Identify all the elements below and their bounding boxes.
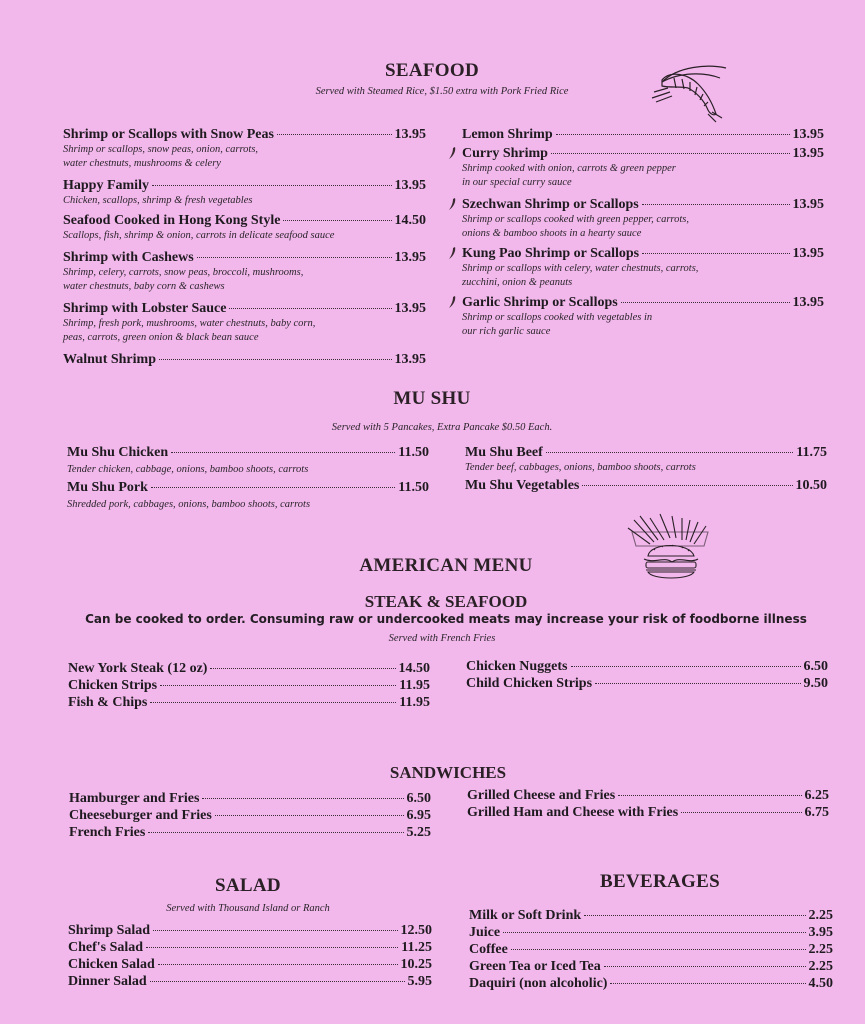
item-name: Szechwan Shrimp or Scallops [462,197,639,212]
menu-item [465,444,827,475]
steak-right-column [466,658,828,692]
leader-dots [546,452,793,453]
item-price: 11.50 [398,480,429,495]
item-price: 13.95 [394,352,426,367]
item-name: Grilled Ham and Cheese with Fries [467,805,679,820]
leader-dots [618,795,801,796]
item-price: 2.25 [808,908,833,923]
item-name: Child Chicken Strips [466,676,593,691]
item-price: 13.95 [394,127,426,142]
menu-item [63,126,426,171]
menu-item [68,660,430,677]
menu-item [469,907,833,924]
menu-item [63,300,426,345]
item-name: Mu Shu Pork [67,480,148,495]
beverages-title: BEVERAGES [600,871,720,892]
item-description: our rich garlic sauce [462,326,551,337]
leader-dots [146,947,398,948]
item-description: Shrimp or scallops with celery, water chestnuts, carrots, [462,263,699,274]
leader-dots [202,798,403,799]
item-name: Shrimp or Scallops with Snow Peas [63,127,274,142]
item-price: 5.25 [406,825,431,840]
leader-dots [503,932,805,933]
menu-item [469,958,833,975]
item-price: 11.75 [796,445,827,460]
chili-pepper-icon [448,197,457,211]
item-price: 4.50 [808,976,833,991]
item-price: 5.95 [407,974,432,989]
item-name: Happy Family [63,178,149,193]
mushu-left-column [67,444,429,512]
menu-item [462,294,824,339]
menu-item [462,245,824,290]
menu-item [68,939,432,956]
leader-dots [642,253,789,254]
menu-item [68,922,432,939]
item-description: Tender beef, cabbages, onions, bamboo shoots, carrots [465,462,696,473]
item-price: 6.50 [406,791,431,806]
steak-note: Served with French Fries [388,633,496,644]
shrimp-icon [648,58,730,124]
menu-item [466,675,828,692]
menu-item [467,787,829,804]
item-description: Shrimp, fresh pork, mushrooms, water chestnuts, baby corn, [63,318,316,329]
item-description: Shrimp cooked with onion, carrots & green pepper [462,163,676,174]
burger-fries-icon [624,512,716,584]
item-name: Shrimp Salad [68,923,151,938]
item-price: 6.50 [803,659,828,674]
mushu-title: MU SHU [393,388,471,409]
item-price: 11.50 [398,445,429,460]
item-name: Juice [469,925,501,940]
leader-dots [571,666,801,667]
item-name: Fish & Chips [68,695,148,710]
leader-dots [152,185,392,186]
menu-item [63,177,426,208]
item-price: 12.50 [400,923,432,938]
seafood-title: SEAFOOD [385,60,479,81]
item-description: Shrimp, celery, carrots, snow peas, broccoli, mushrooms, [63,267,304,278]
item-price: 10.25 [400,957,432,972]
item-price: 2.25 [808,959,833,974]
leader-dots [215,815,404,816]
menu-item [68,956,432,973]
menu-item [69,824,431,841]
menu-item [466,658,828,675]
item-name: Seafood Cooked in Hong Kong Style [63,213,281,228]
sandwiches-right-column [467,787,829,821]
item-name: Shrimp with Lobster Sauce [63,301,227,316]
mushu-note: Served with 5 Pancakes, Extra Pancake $0.50 Each. [331,422,553,433]
item-price: 9.50 [803,676,828,691]
item-price: 10.50 [795,478,827,493]
item-price: 2.25 [808,942,833,957]
steak-left-column [68,660,430,711]
item-price: 6.25 [804,788,829,803]
menu-item [63,351,426,368]
menu-item [63,249,426,294]
menu-item [469,975,833,992]
item-name: Chicken Nuggets [466,659,568,674]
item-name: Kung Pao Shrimp or Scallops [462,246,640,261]
leader-dots [681,812,801,813]
leader-dots [582,485,792,486]
item-name: Mu Shu Chicken [67,445,169,460]
item-price: 13.95 [394,301,426,316]
leader-dots [171,452,395,453]
item-price: 11.95 [399,695,430,710]
chili-pepper-icon [448,246,457,260]
menu-item [68,677,430,694]
item-price: 13.95 [792,127,824,142]
item-name: Green Tea or Iced Tea [469,959,601,974]
item-description: Tender chicken, cabbage, onions, bamboo shoots, carrots [67,464,309,475]
leader-dots [210,668,395,669]
seafood-left-column [63,126,426,368]
menu-item [67,444,429,477]
item-price: 13.95 [792,197,824,212]
food-safety-warning: Can be cooked to order. Consuming raw or undercooked meats may increase your risk of foodborne illness [85,612,807,626]
leader-dots [551,153,790,154]
item-price: 13.95 [394,178,426,193]
item-name: Mu Shu Vegetables [465,478,580,493]
salad-column [68,922,432,990]
leader-dots [610,983,805,984]
menu-item [462,145,824,190]
item-description: in our special curry sauce [462,177,572,188]
leader-dots [160,685,396,686]
menu-item [469,924,833,941]
leader-dots [556,134,790,135]
item-description: water chestnuts, mushrooms & celery [63,158,221,169]
item-description: Chicken, scallops, shrimp & fresh vegetables [63,195,253,206]
item-name: Coffee [469,942,508,957]
item-name: Chicken Strips [68,678,158,693]
leader-dots [229,308,391,309]
leader-dots [158,964,398,965]
item-name: French Fries [69,825,146,840]
leader-dots [621,302,790,303]
salad-title: SALAD [215,875,281,896]
leader-dots [150,981,405,982]
seafood-right-column [462,126,824,339]
sandwiches-title: SANDWICHES [389,763,507,782]
chili-pepper-icon [448,295,457,309]
item-description: Shrimp or scallops cooked with vegetables in [462,312,653,323]
leader-dots [277,134,392,135]
item-description: water chestnuts, baby corn & cashews [63,281,225,292]
seafood-note: Served with Steamed Rice, $1.50 extra with Pork Fried Rice [315,86,569,97]
beverages-column [469,907,833,992]
salad-note: Served with Thousand Island or Ranch [166,903,330,914]
item-description: onions & bamboo shoots in a hearty sauce [462,228,642,239]
item-name: Hamburger and Fries [69,791,200,806]
menu-item [469,941,833,958]
item-price: 14.50 [398,661,430,676]
item-name: Chef's Salad [68,940,144,955]
item-description: peas, carrots, green onion & black bean sauce [63,332,259,343]
item-name: Garlic Shrimp or Scallops [462,295,618,310]
menu-item [69,807,431,824]
leader-dots [159,359,392,360]
menu-item [63,212,426,243]
item-name: Grilled Cheese and Fries [467,788,616,803]
item-name: New York Steak (12 oz) [68,661,208,676]
item-description: Shredded pork, cabbages, onions, bamboo shoots, carrots [67,499,311,510]
menu-item [462,126,824,143]
item-name: Walnut Shrimp [63,352,156,367]
item-name: Shrimp with Cashews [63,250,194,265]
menu-item [462,196,824,241]
leader-dots [604,966,806,967]
american-title: AMERICAN MENU [359,555,533,576]
leader-dots [197,257,392,258]
item-price: 14.50 [394,213,426,228]
item-description: zucchini, onion & peanuts [462,277,573,288]
item-name: Mu Shu Beef [465,445,543,460]
item-price: 13.95 [394,250,426,265]
menu-item [69,790,431,807]
item-description: Shrimp or scallops cooked with green pepper, carrots, [462,214,689,225]
mushu-right-column [465,444,827,494]
item-name: Cheeseburger and Fries [69,808,212,823]
item-price: 11.95 [399,678,430,693]
leader-dots [595,683,800,684]
item-name: Curry Shrimp [462,146,548,161]
item-price: 6.95 [406,808,431,823]
chili-pepper-icon [448,146,457,160]
menu-item [467,804,829,821]
item-description: Shrimp or scallops, snow peas, onion, carrots, [63,144,259,155]
item-name: Chicken Salad [68,957,155,972]
item-price: 13.95 [792,146,824,161]
menu-item [67,479,429,512]
item-description: Scallops, fish, shrimp & onion, carrots in delicate seafood sauce [63,230,335,241]
steak-seafood-title: STEAK & SEAFOOD [364,592,528,611]
item-name: Daquiri (non alcoholic) [469,976,608,991]
leader-dots [283,220,391,221]
item-price: 3.95 [808,925,833,940]
leader-dots [642,204,790,205]
menu-item [68,694,430,711]
leader-dots [150,702,396,703]
sandwiches-left-column [69,790,431,841]
item-price: 6.75 [804,805,829,820]
menu-item [68,973,432,990]
leader-dots [511,949,806,950]
leader-dots [148,832,403,833]
item-price: 13.95 [792,295,824,310]
item-name: Dinner Salad [68,974,147,989]
leader-dots [584,915,805,916]
leader-dots [153,930,397,931]
item-price: 13.95 [792,246,824,261]
item-name: Lemon Shrimp [462,127,553,142]
leader-dots [151,487,395,488]
menu-item [465,477,827,494]
item-price: 11.25 [401,940,432,955]
item-name: Milk or Soft Drink [469,908,582,923]
